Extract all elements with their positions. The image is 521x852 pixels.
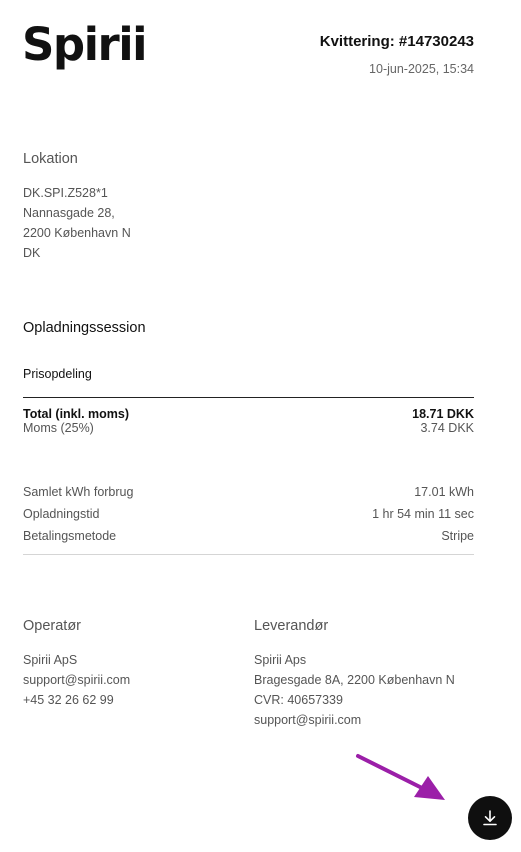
total-label: Total (inkl. moms)	[23, 407, 130, 421]
supplier-heading: Leverandør	[254, 618, 329, 634]
operator-heading: Operatør	[23, 618, 82, 634]
vat-label: Moms (25%)	[23, 421, 94, 435]
operator-line: Spirii ApS	[23, 653, 78, 667]
location-line: 2200 København N	[23, 226, 131, 240]
detail-value: Stripe	[441, 529, 474, 543]
annotation-arrow	[350, 748, 455, 804]
location-line: DK	[23, 246, 41, 260]
receipt-title: Kvittering: #14730243	[319, 33, 474, 50]
total-value: 18.71 DKK	[412, 407, 474, 421]
download-icon	[481, 809, 499, 827]
detail-row-payment	[23, 529, 474, 543]
location-line: Nannasgade 28,	[23, 206, 115, 220]
detail-value: 17.01 kWh	[414, 485, 474, 499]
location-heading: Lokation	[23, 151, 78, 167]
detail-row-duration	[23, 507, 474, 521]
detail-label: Opladningstid	[23, 507, 100, 521]
operator-line: support@spirii.com	[23, 673, 131, 687]
detail-label: Betalingsmetode	[23, 529, 117, 543]
vat-row	[23, 421, 474, 435]
supplier-line: CVR: 40657339	[254, 693, 343, 707]
total-row	[23, 407, 474, 421]
session-heading: Opladningssession	[23, 320, 146, 336]
detail-row-kwh	[23, 485, 474, 499]
download-button[interactable]	[468, 796, 512, 840]
price-breakdown-heading: Prisopdeling	[23, 367, 92, 381]
operator-line: +45 32 26 62 99	[23, 693, 114, 707]
detail-value: 1 hr 54 min 11 sec	[372, 507, 474, 521]
location-line: DK.SPI.Z528*1	[23, 186, 108, 200]
supplier-line: Bragesgade 8A, 2200 København N	[254, 673, 455, 687]
divider	[23, 554, 474, 555]
divider	[23, 397, 474, 398]
receipt-date: 10-jun-2025, 15:34	[369, 62, 474, 76]
detail-label: Samlet kWh forbrug	[23, 485, 134, 499]
supplier-line: support@spirii.com	[254, 713, 362, 727]
spirii-logo: Spirii	[22, 18, 147, 71]
vat-value: 3.74 DKK	[420, 421, 474, 435]
supplier-line: Spirii Aps	[254, 653, 307, 667]
